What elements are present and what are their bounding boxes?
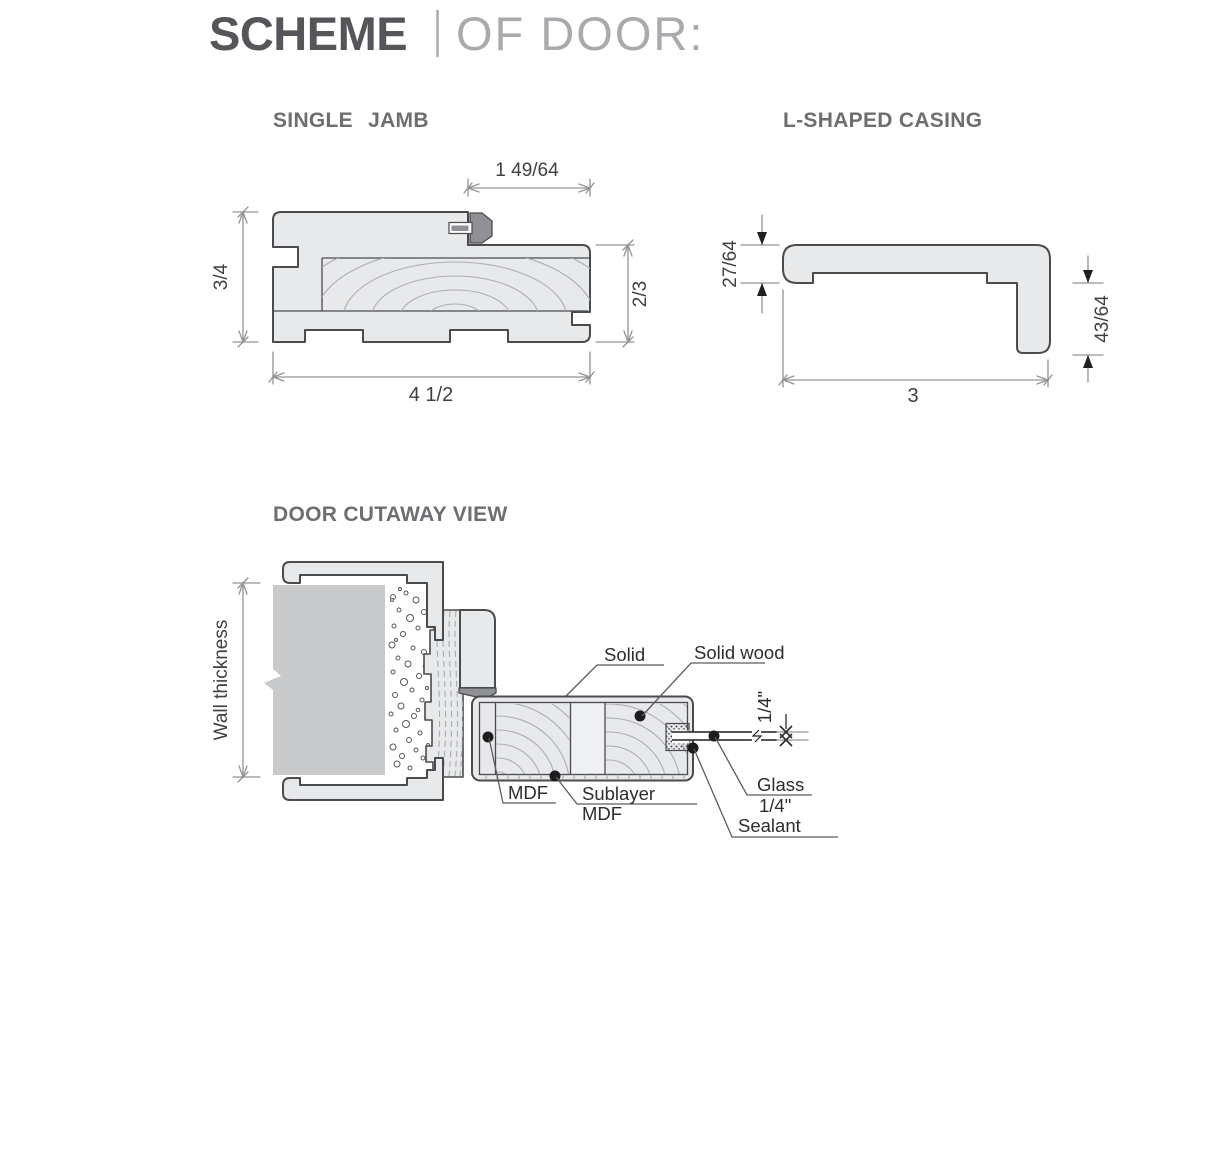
dim-jamb-bottom-value: 4 1/2 — [408, 384, 454, 406]
mdf-anchor-dot — [483, 732, 494, 743]
dim-jamb-top-value: 1 49/64 — [495, 160, 559, 181]
door-stop — [460, 610, 495, 688]
dim-jamb-top — [464, 160, 594, 196]
title-secondary: OF DOOR: — [456, 7, 705, 60]
l-casing-heading: L-SHAPED CASING — [783, 109, 983, 132]
dim-glass-gap-value: 1/4" — [754, 690, 775, 724]
glass-anchor-dot — [709, 731, 720, 742]
dim-jamb-right-value: 2/3 — [630, 280, 651, 308]
sublayer-label-line1: Sublayer — [582, 783, 656, 804]
door-core-block — [571, 704, 606, 775]
title-primary: SCHEME — [209, 7, 408, 60]
dim-jamb-left — [211, 207, 258, 347]
cutaway-heading: DOOR CUTAWAY VIEW — [273, 503, 508, 526]
dim-wall-thickness-value: Wall thickness — [211, 619, 232, 741]
dim-wall-thickness — [211, 578, 260, 782]
page-title — [209, 7, 704, 60]
single-jamb-diagram — [170, 109, 740, 460]
solid-label: Solid — [604, 644, 646, 665]
dim-casing-right — [1073, 256, 1113, 382]
sealant-anchor-dot — [688, 743, 699, 754]
glass-label-line1: Glass — [757, 774, 805, 795]
dim-jamb-bottom — [269, 352, 594, 406]
solid-wood-label: Solid wood — [694, 642, 785, 663]
dim-jamb-right — [596, 240, 651, 347]
door-cutaway-diagram — [211, 503, 838, 904]
sealant-label: Sealant — [738, 815, 801, 836]
l-casing-profile — [783, 245, 1050, 353]
dim-casing-left — [720, 215, 779, 313]
glass-label-line2: 1/4" — [759, 795, 792, 816]
dim-jamb-left-value: 3/4 — [211, 263, 232, 291]
solid-leader — [566, 665, 664, 696]
wall-section — [264, 585, 385, 775]
dim-casing-bottom — [779, 290, 1052, 407]
dim-casing-bottom-value: 3 — [907, 385, 919, 407]
jamb-seal — [470, 213, 492, 243]
single-jamb-profile — [273, 212, 590, 342]
sublayer-label-line2: MDF — [582, 803, 623, 824]
dim-casing-left-value: 27/64 — [720, 240, 741, 288]
dim-casing-right-value: 43/64 — [1092, 295, 1113, 343]
solid-wood-anchor-dot — [635, 711, 646, 722]
mdf-label: MDF — [508, 782, 549, 803]
single-jamb-heading: SINGLE JAMB — [273, 109, 429, 132]
l-shaped-casing-diagram — [720, 109, 1113, 407]
seal-kerf-tab — [452, 226, 469, 232]
